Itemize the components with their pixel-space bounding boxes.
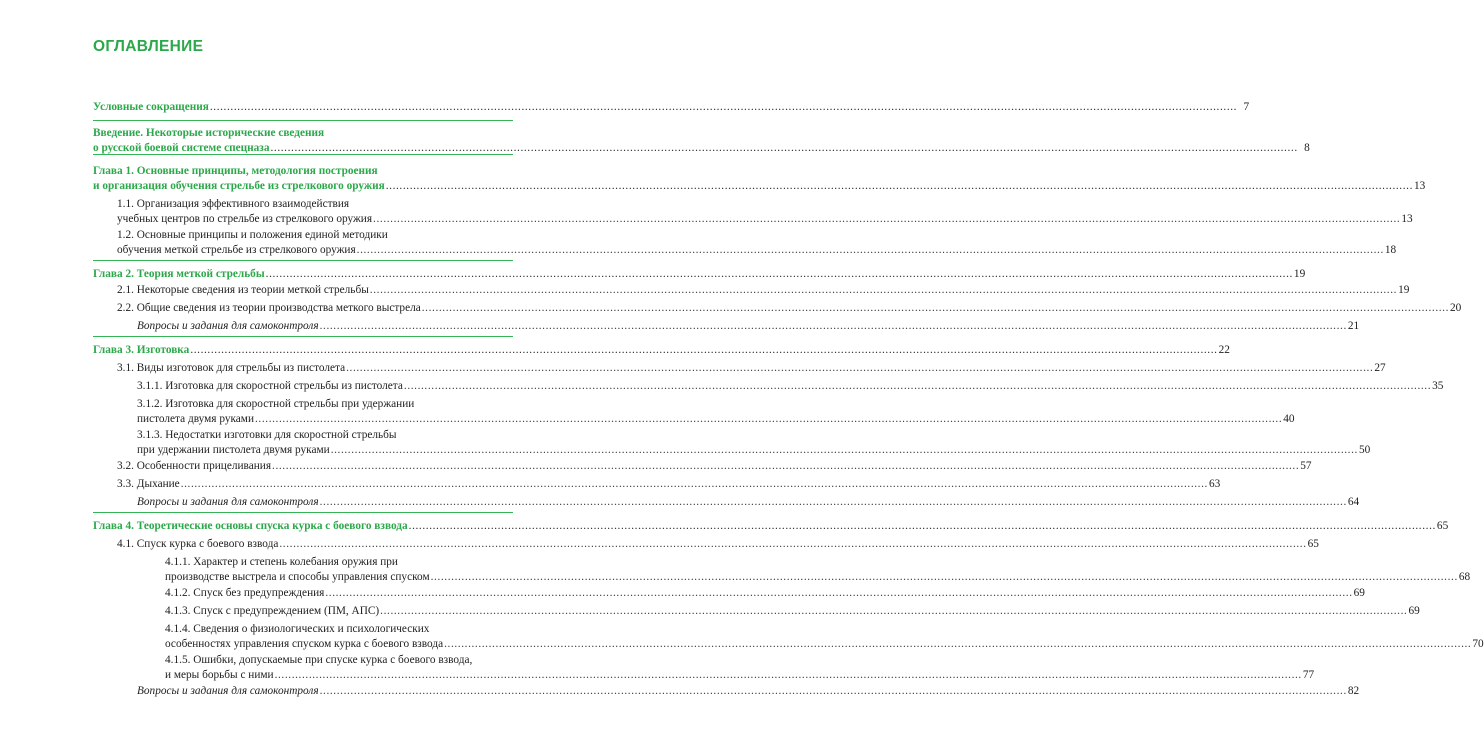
toc-entry-title: о русской боевой системе спецназа (93, 141, 270, 154)
toc-entry-row (117, 243, 1397, 258)
dot-leader: ............................................................................................................................................................................................................................................................................................................ (430, 570, 1458, 583)
page-number: 27 (1374, 362, 1386, 374)
toc-entry-row (93, 267, 1306, 282)
page-number: 13 (1414, 179, 1426, 192)
section-divider (93, 336, 513, 337)
toc-entry-row (165, 668, 1315, 683)
toc-entry-title: и организация обучения стрельбе из стрелкового оружия (93, 179, 385, 192)
toc-entry-title-line: Введение. Некоторые исторические сведения (93, 127, 325, 139)
toc-entry-row (137, 443, 1371, 458)
toc-entry-row (93, 100, 1250, 115)
page-number: 68 (1458, 570, 1471, 583)
toc-entry-row (165, 586, 1365, 601)
toc-entry[interactable] (117, 301, 1462, 316)
dot-leader: ............................................................................................................................................................................................................................................................................................................ (265, 268, 1293, 280)
dot-leader: ............................................................................................................................................................................................................................................................................................................ (380, 605, 1408, 617)
toc-entry-row (137, 319, 1360, 334)
toc-entry-title: 3.1.1. Изготовка для скоростной стрельбы из пистолета (137, 380, 403, 392)
toc-entry[interactable] (137, 319, 1360, 334)
page-number: 13 (1401, 212, 1413, 225)
dot-leader: ............................................................................................................................................................................................................................................................................................................ (369, 284, 1398, 296)
toc-entry-title: при удержании пистолета двумя руками (137, 443, 330, 456)
dot-leader: ............................................................................................................................................................................................................................................................................................................ (444, 637, 1472, 650)
toc-entry[interactable] (117, 283, 1410, 298)
toc-entry-title: особенностях управления спуском курка с боевого взвода (165, 637, 444, 650)
toc-entry-title: 3.2. Особенности прицеливания (117, 460, 272, 472)
page-number: 65 (1307, 538, 1319, 550)
toc-entry-row (117, 283, 1410, 298)
toc-entry[interactable] (165, 622, 1484, 651)
dot-leader: ............................................................................................................................................................................................................................................................................................................ (330, 443, 1358, 456)
toc-entry[interactable] (137, 428, 1371, 457)
page-number: 35 (1432, 380, 1444, 392)
page-number: 21 (1347, 320, 1360, 332)
section-divider (93, 512, 513, 513)
toc-entry-row (117, 477, 1221, 492)
toc-entry[interactable] (117, 197, 1413, 226)
page-number: 19 (1398, 284, 1410, 296)
toc-entry[interactable] (165, 555, 1471, 584)
toc-entry[interactable] (137, 379, 1444, 394)
toc-entry[interactable] (137, 684, 1360, 699)
dot-leader: ............................................................................................................................................................................................................................................................................................................ (356, 243, 1384, 256)
toc-entry[interactable] (117, 361, 1386, 376)
dot-leader: ............................................................................................................................................................................................................................................................................................................ (255, 412, 1283, 425)
page-number: 69 (1353, 587, 1365, 599)
toc-entry-title: 2.2. Общие сведения из теории производства меткого выстрела (117, 302, 421, 314)
toc-entry-title: 2.1. Некоторые сведения из теории меткой стрельбы (117, 284, 369, 296)
toc-entry-title-line: 4.1.1. Характер и степень колебания оружия при (165, 556, 398, 568)
toc-entry-row (137, 684, 1360, 699)
toc-entry-row (137, 379, 1444, 394)
toc-entry-title: Вопросы и задания для самоконтроля (137, 320, 319, 332)
toc-entry-row (165, 570, 1471, 585)
toc-entry-row (117, 459, 1312, 474)
toc-entry[interactable] (117, 537, 1319, 552)
dot-leader: ............................................................................................................................................................................................................................................................................................................ (274, 668, 1302, 681)
dot-leader: ............................................................................................................................................................................................................................................................................................................ (279, 538, 1307, 550)
toc-entry-title: Глава 4. Теоретические основы спуска курка с боевого взвода (93, 520, 408, 532)
toc-entry-row (93, 343, 1230, 358)
dot-leader: ............................................................................................................................................................................................................................................................................................................ (270, 141, 1298, 154)
dot-leader: ............................................................................................................................................................................................................................................................................................................ (272, 460, 1300, 472)
page-number: 57 (1300, 460, 1312, 472)
toc-entry-title-line: 3.1.2. Изготовка для скоростной стрельбы при удержании (137, 398, 415, 410)
toc-entry[interactable] (93, 164, 1426, 193)
dot-leader: ............................................................................................................................................................................................................................................................................................................ (209, 101, 1238, 113)
toc-entry-row (117, 537, 1319, 552)
dot-leader: ............................................................................................................................................................................................................................................................................................................ (408, 520, 1436, 532)
toc-entry-title: производстве выстрела и способы управления спуском (165, 570, 430, 583)
page-number: 50 (1358, 443, 1371, 456)
toc-entry[interactable] (165, 604, 1420, 619)
dot-leader: ............................................................................................................................................................................................................................................................................................................ (325, 587, 1353, 599)
toc-entry-title-line: Глава 1. Основные принципы, методология построения (93, 165, 378, 177)
toc-entry[interactable] (93, 100, 1250, 115)
toc-entry-title: Условные сокращения (93, 101, 209, 113)
page-number: 20 (1450, 302, 1462, 314)
page-number: 64 (1347, 496, 1360, 508)
page-number: 70 (1472, 637, 1484, 650)
toc-entry[interactable] (165, 586, 1365, 601)
page-number: 7 (1243, 101, 1250, 113)
page-number: 63 (1208, 478, 1221, 490)
section-divider (93, 120, 513, 121)
toc-entry[interactable] (165, 653, 1315, 682)
toc-entry[interactable] (93, 519, 1449, 534)
toc-entry-title: 4.1. Спуск курка с боевого взвода (117, 538, 279, 550)
toc-entry-title-line: 4.1.5. Ошибки, допускаемые при спуске курка с боевого взвода, (165, 654, 473, 666)
dot-leader: ............................................................................................................................................................................................................................................................................................................ (319, 320, 1347, 332)
toc-entry-title: 4.1.2. Спуск без предупреждения (165, 587, 325, 599)
page-number: 8 (1304, 141, 1310, 154)
page-title: ОГЛАВЛЕНИЕ (93, 38, 204, 55)
dot-leader: ............................................................................................................................................................................................................................................................................................................ (319, 496, 1347, 508)
toc-entry-title: 3.1. Виды изготовок для стрельбы из пистолета (117, 362, 346, 374)
toc-entry-title: 4.1.3. Спуск с предупреждением (ПМ, АПС) (165, 605, 380, 617)
page-number: 19 (1293, 268, 1306, 280)
toc-entry-title-line: 1.2. Основные принципы и положения единой методики (117, 229, 388, 241)
toc-entry-title-line: 3.1.3. Недостатки изготовки для скоростной стрельбы (137, 429, 397, 441)
toc-entry[interactable] (93, 267, 1306, 282)
toc-entry-row (93, 519, 1449, 534)
toc-entry-title: Вопросы и задания для самоконтроля (137, 496, 319, 508)
dot-leader: ............................................................................................................................................................................................................................................................................................................ (346, 362, 1374, 374)
toc-entry-row (137, 495, 1360, 510)
toc-entry-row (93, 179, 1426, 194)
toc-entry-row (117, 361, 1386, 376)
dot-leader: ............................................................................................................................................................................................................................................................................................................ (319, 685, 1347, 697)
toc-entry-row (93, 141, 1310, 156)
page-number: 77 (1302, 668, 1315, 681)
toc-entry[interactable] (117, 228, 1397, 257)
dot-leader: ............................................................................................................................................................................................................................................................................................................ (190, 344, 1218, 356)
page-number: 82 (1347, 685, 1360, 697)
toc-entry-title: Глава 2. Теория меткой стрельбы (93, 268, 265, 280)
toc-entry-row (137, 412, 1295, 427)
dot-leader: ............................................................................................................................................................................................................................................................................................................ (373, 212, 1401, 225)
toc-entry-title: Глава 3. Изготовка (93, 344, 190, 356)
toc-entry-title: 3.3. Дыхание (117, 478, 180, 490)
toc-entry-row (165, 604, 1420, 619)
section-divider (93, 260, 513, 261)
toc-entry-title: пистолета двумя руками (137, 412, 254, 425)
toc-entry-title-line: 4.1.4. Сведения о физиологических и психологических (165, 623, 430, 635)
toc-entry-title: Вопросы и задания для самоконтроля (137, 685, 319, 697)
toc-entry-row (117, 301, 1462, 316)
toc-entry[interactable] (117, 477, 1221, 492)
toc-entry[interactable] (93, 343, 1230, 358)
page-number: 69 (1408, 605, 1420, 617)
toc-entry[interactable] (137, 495, 1360, 510)
dot-leader: ............................................................................................................................................................................................................................................................................................................ (180, 478, 1208, 490)
page-number: 65 (1436, 520, 1449, 532)
toc-entry-row (117, 212, 1413, 227)
dot-leader: ............................................................................................................................................................................................................................................................................................................ (421, 302, 1450, 314)
toc-entry[interactable] (117, 459, 1312, 474)
toc-entry-title: обучения меткой стрельбе из стрелкового оружия (117, 243, 356, 256)
toc-entry-title: учебных центров по стрельбе из стрелкового оружия (117, 212, 373, 225)
dot-leader: ............................................................................................................................................................................................................................................................................................................ (385, 179, 1413, 192)
toc-entry[interactable] (137, 397, 1295, 426)
page-number: 18 (1384, 243, 1397, 256)
page-number: 40 (1283, 412, 1295, 425)
toc-entry-title-line: 1.1. Организация эффективного взаимодействия (117, 198, 350, 210)
page-number: 22 (1218, 344, 1230, 356)
toc-entry-row (165, 637, 1484, 652)
toc-entry-title: и меры борьбы с ними (165, 668, 274, 681)
toc-entry[interactable] (93, 126, 1310, 155)
dot-leader: ............................................................................................................................................................................................................................................................................................................ (403, 380, 1432, 392)
